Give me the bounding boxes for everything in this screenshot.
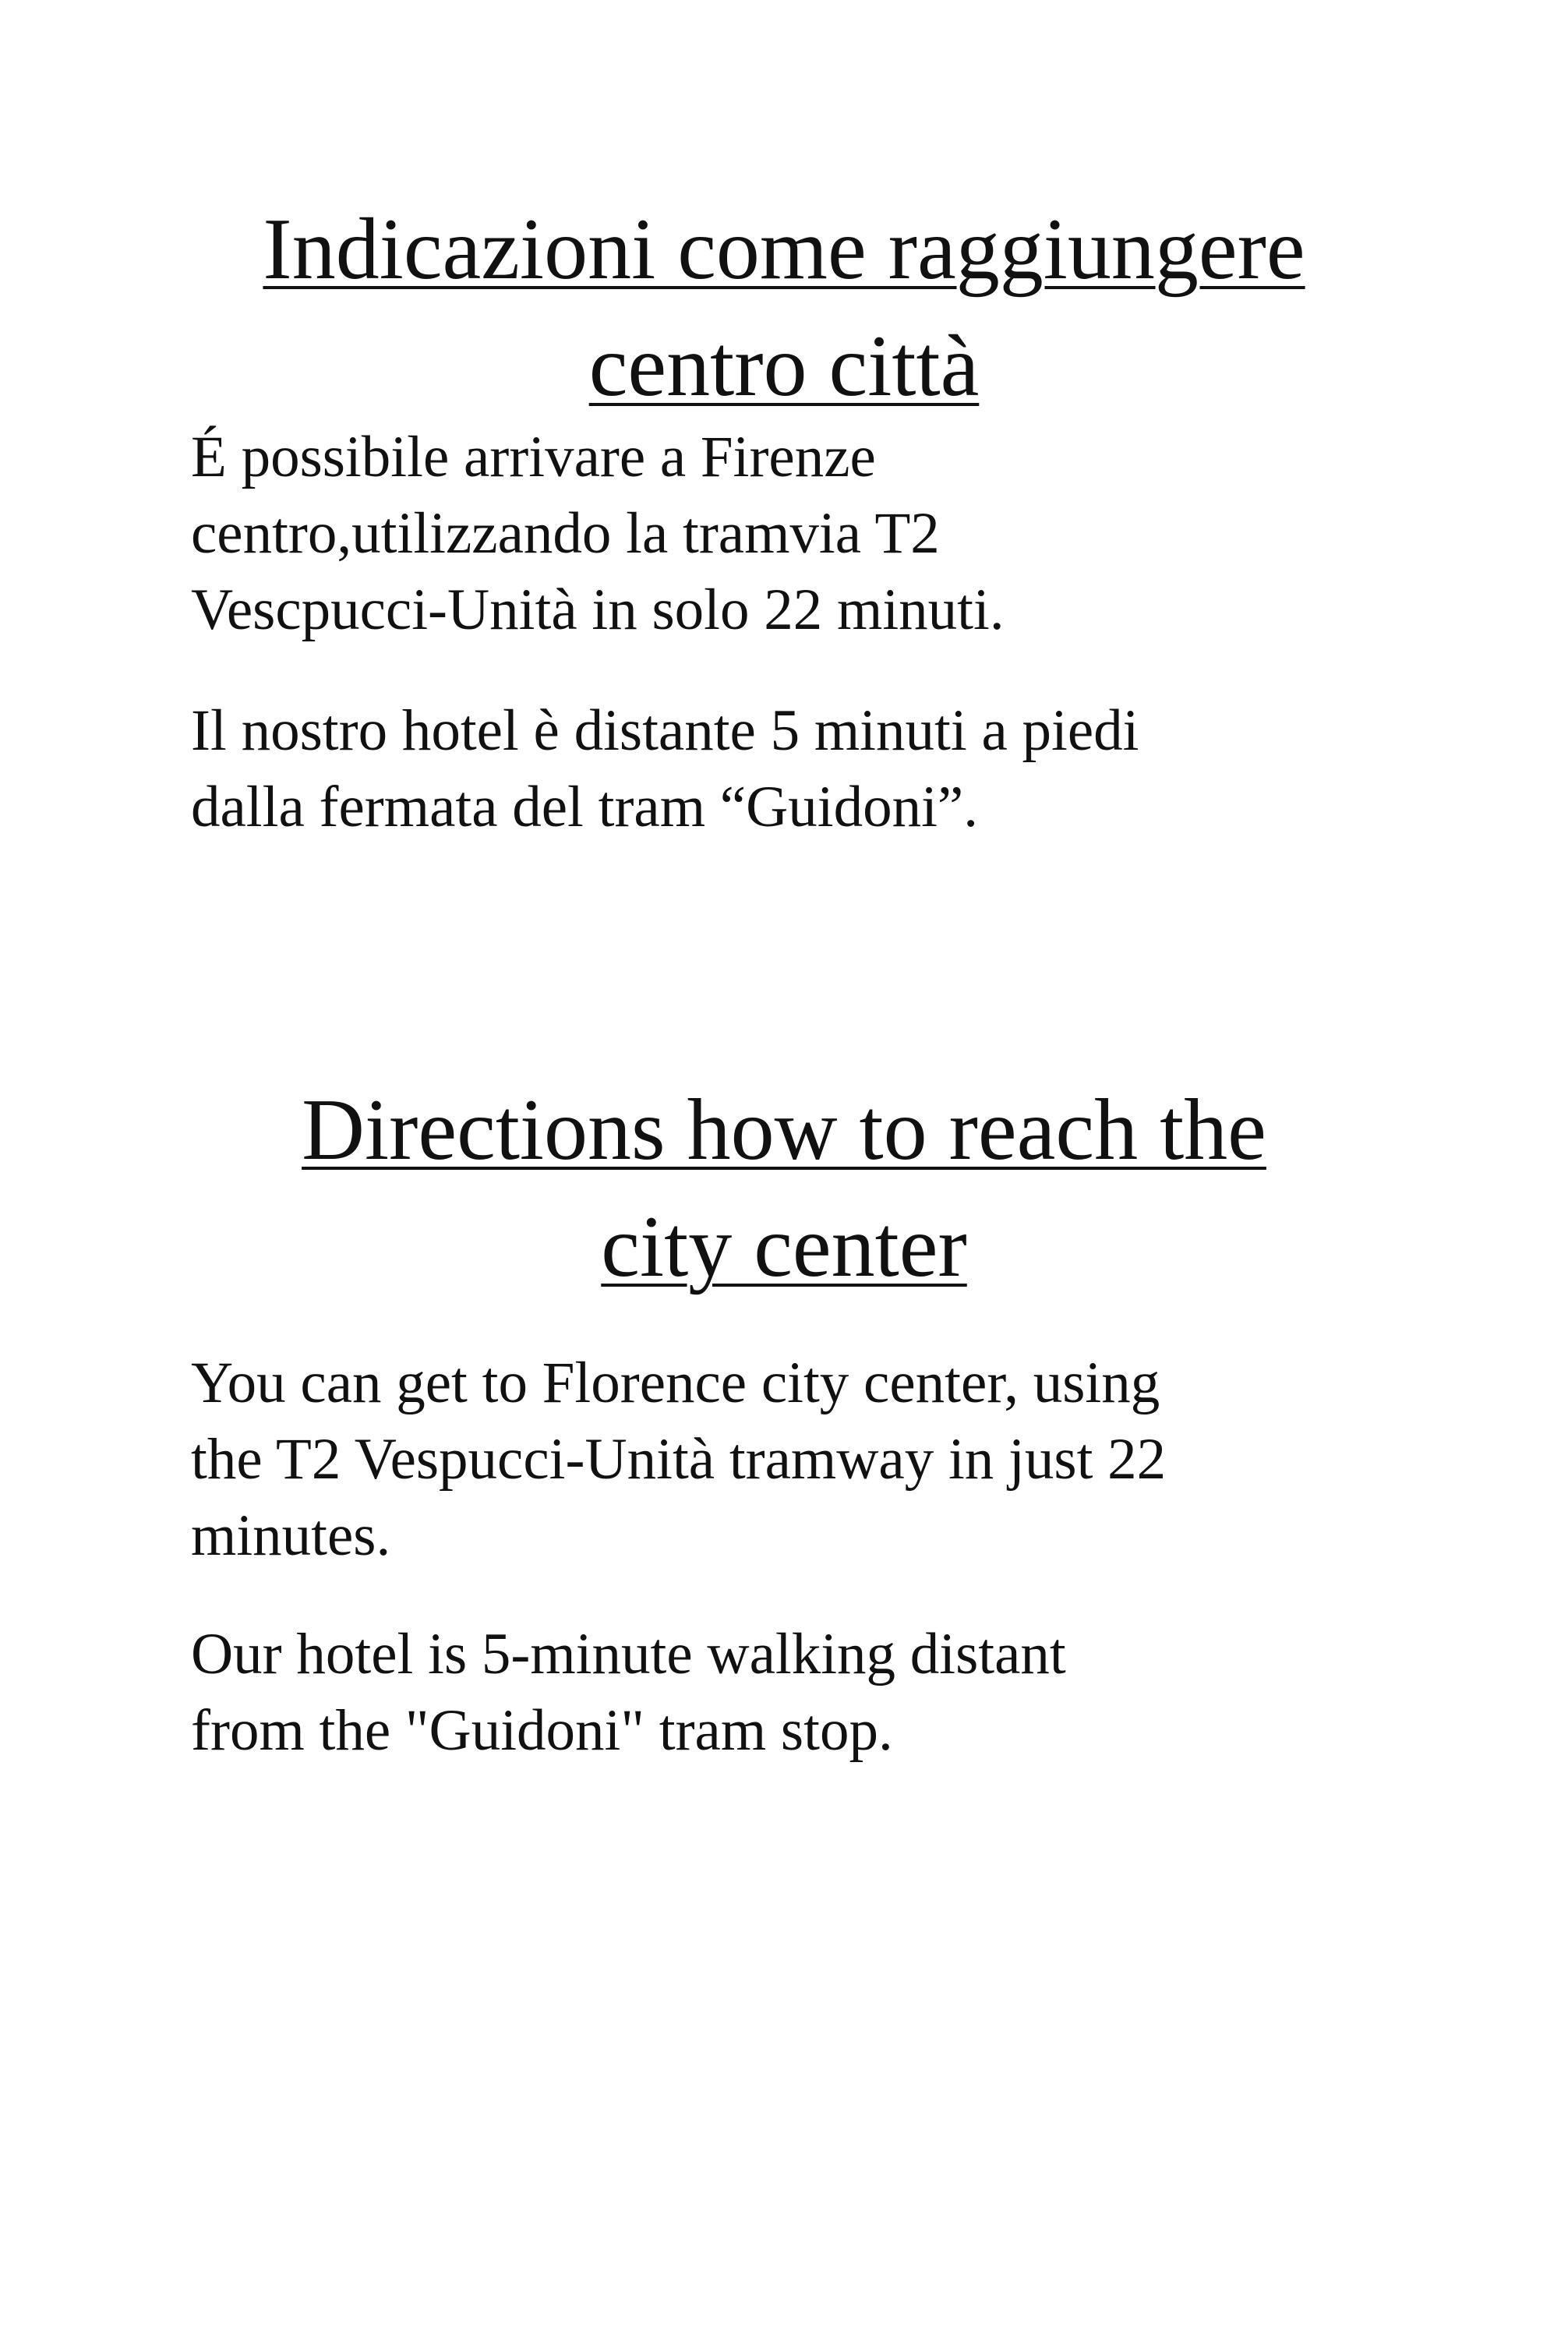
english-paragraph-1-line-3: minutes. <box>191 1503 391 1568</box>
english-paragraph-2 <box>191 1616 1453 1769</box>
italian-paragraph-1-line-1: É possibile arrivare a Firenze <box>191 425 876 489</box>
english-paragraph-1-line-2: the T2 Vespucci-Unità tramway in just 22 <box>191 1427 1167 1492</box>
english-paragraph-2-line-1: Our hotel is 5-minute walking distant <box>191 1622 1066 1686</box>
italian-paragraph-1-line-3: Vescpucci-Unità in solo 22 minuti. <box>191 577 1005 642</box>
english-paragraph-1-line-1: You can get to Florence city center, using <box>191 1351 1160 1415</box>
italian-paragraph-2-line-1: Il nostro hotel è distante 5 minuti a piedi <box>191 698 1139 763</box>
italian-paragraph-2-line-2: dalla fermata del tram “Guidoni”. <box>191 775 978 839</box>
italian-title <box>156 191 1412 425</box>
italian-title-line-2: centro città <box>588 318 980 415</box>
italian-title-line-1: Indicazioni come raggiungere <box>263 201 1305 298</box>
english-paragraph-2-line-2: from the "Guidoni" tram stop. <box>191 1698 893 1763</box>
english-paragraph-1 <box>191 1345 1453 1574</box>
italian-paragraph-1 <box>191 419 1453 648</box>
italian-paragraph-2 <box>191 693 1453 846</box>
english-title-line-1: Directions how to reach the <box>302 1082 1266 1178</box>
italian-paragraph-1-line-2: centro,utilizzando la tramvia T2 <box>191 501 940 566</box>
english-title <box>156 1072 1412 1305</box>
english-title-line-2: city center <box>601 1199 967 1295</box>
